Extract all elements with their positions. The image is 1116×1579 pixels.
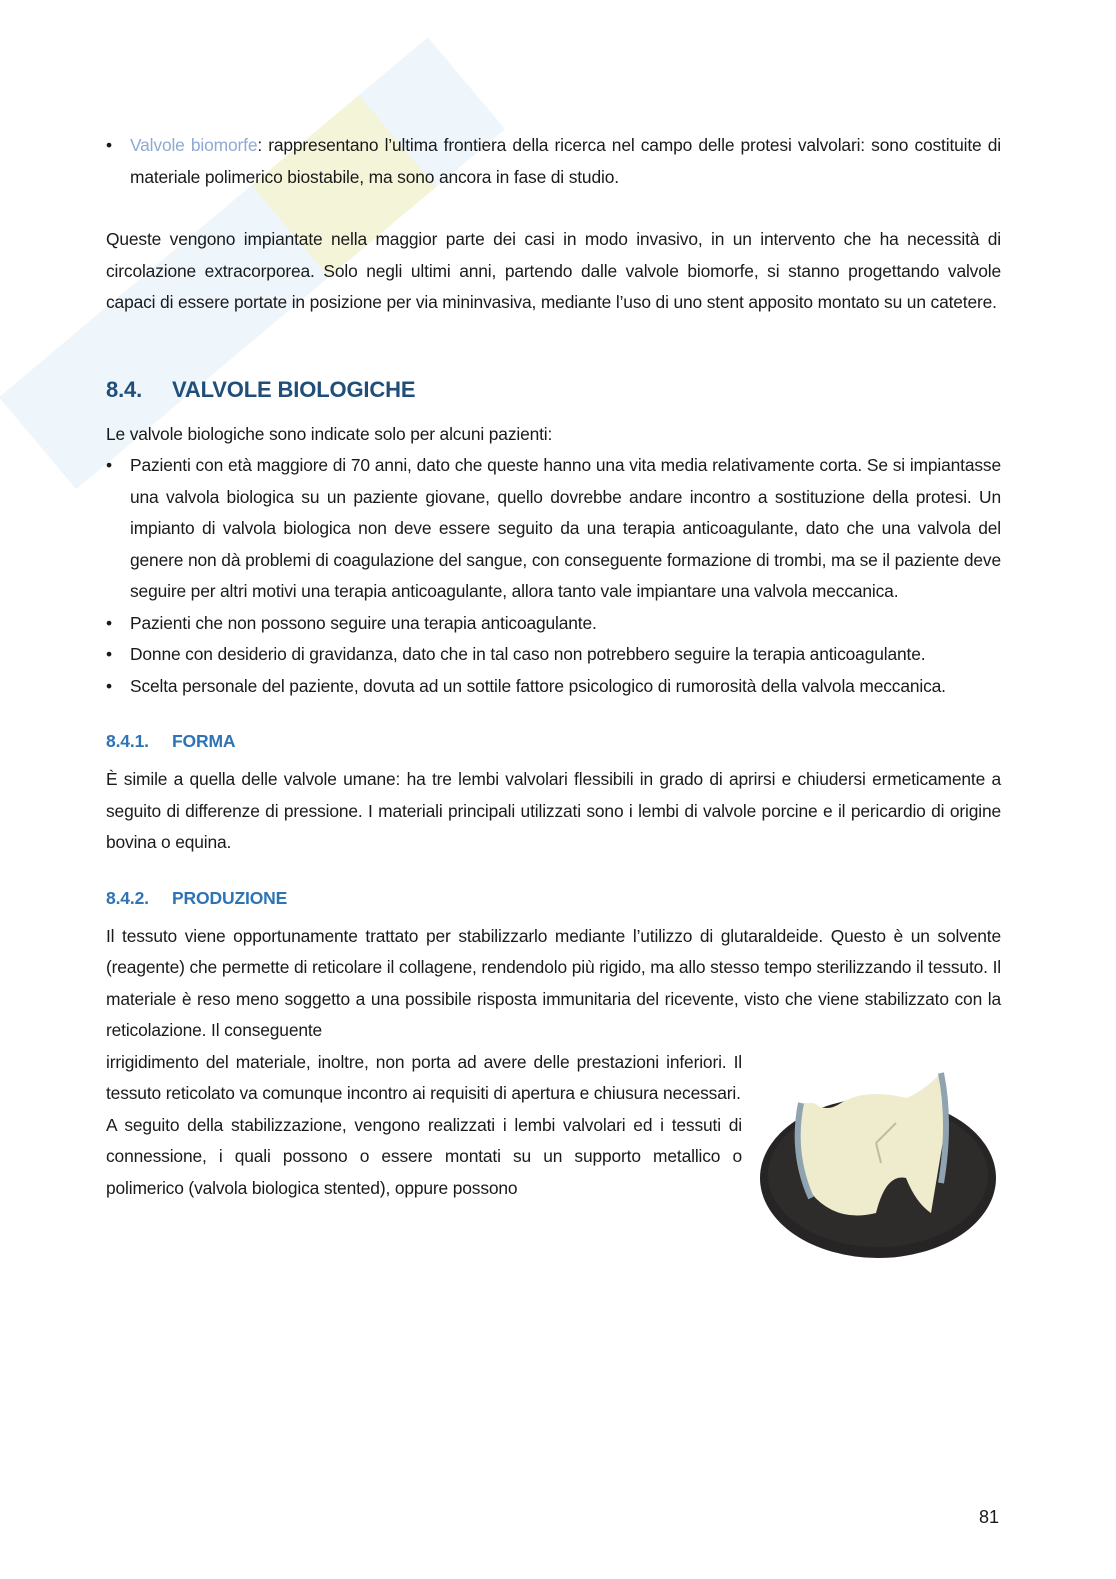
- list-item: • Scelta personale del paziente, dovuta ad un sottile fattore psicologico di rumorosità della valvola meccanica.: [106, 671, 1001, 703]
- intro-bullet-list: [106, 130, 1001, 193]
- produzione-paragraph-continued: [106, 1047, 1001, 1263]
- subsection-heading-forma: [106, 728, 1001, 754]
- page-number: 81: [979, 1507, 1000, 1527]
- produzione-paragraph: Il tessuto viene opportunamente trattato per stabilizzarlo mediante l’utilizzo di glutaraldeide. Questo è un solvente (reagente) che permette di reticolare il collagene, rendendolo più rigido, ma allo stesso tempo sterilizzando il tessuto. Il materiale è reso meno soggetto a una possibile risposta immunitaria del ricevente, visto che viene stabilizzato con la reticolazione. Il conseguente: [106, 925, 1001, 1040]
- list-item: [106, 130, 1001, 193]
- intro-paragraph: Queste vengono impiantate nella maggior parte dei casi in modo invasivo, in un intervento che ha necessità di circolazione extracorporea. Solo negli ultimi anni, partendo dalle valvole biomorfe, si stanno progettando valvole capaci di essere portate in posizione per via mininvasiva, mediante l’uso di uno stent apposito montato su un catetere.: [106, 229, 1001, 312]
- list-item: • Donne con desiderio di gravidanza, dato che in tal caso non potrebbero seguire la terapia anticoagulante.: [106, 639, 1001, 671]
- section-bullet-list: [106, 450, 1001, 702]
- subsection-heading-produzione: [106, 885, 1001, 911]
- section-number: 8.4.: [106, 376, 143, 402]
- section-heading: [106, 375, 1001, 405]
- subsection-title: PRODUZIONE: [172, 887, 288, 908]
- page-content: [106, 130, 1001, 1263]
- section-lead: Le valvole biologiche sono indicate solo per alcuni pazienti:: [106, 423, 553, 444]
- list-item: • Pazienti con età maggiore di 70 anni, dato che queste hanno una vita media relativamente corta. Se si impiantasse una valvola biologica su un paziente giovane, quello dovrebbe andare incontro a sostituzione della protesi. Un impianto di valvola biologica non deve essere seguito da una terapia anticoagulante, dato che una valvola del genere non dà problemi di coagulazione del sangue, con conseguente formazione di trombi, ma se il paziente deve seguire per altri motivi una terapia anticoagulante, allora tanto vale impiantare una valvola meccanica.: [106, 450, 1001, 608]
- produzione-text-narrow: irrigidimento del materiale, inoltre, non porta ad avere delle prestazioni inferiori. Il tessuto reticolato va comunque incontro ai requisiti di apertura e chiusura necessari.: [106, 1051, 742, 1103]
- section-title: VALVOLE BIOLOGICHE: [172, 376, 416, 402]
- subsection-title: FORMA: [172, 731, 236, 751]
- biological-valve-image: [756, 1063, 1001, 1263]
- term-link: Valvole biomorfe: [130, 135, 258, 155]
- subsection-number: 8.4.1.: [106, 731, 149, 751]
- bullet-text: : rappresentano l’ultima frontiera della ricerca nel campo delle protesi valvolari: sono costituite di materiale polimerico biostabile, ma sono ancora in fase di studio.: [130, 135, 1001, 187]
- subsection-number: 8.4.2.: [106, 887, 149, 908]
- produzione-text-narrow-2: A seguito della stabilizzazione, vengono realizzati i lembi valvolari ed i tessuti di connessione, i quali possono o essere montati su un supporto metallico o polimerico (valvola biologica stented), oppure possono: [106, 1114, 742, 1198]
- forma-paragraph: È simile a quella delle valvole umane: ha tre lembi valvolari flessibili in grado di aprirsi e chiudersi ermeticamente a seguito di differenze di pressione. I materiali principali utilizzati sono i lembi di valvole porcine e il pericardio di origine bovina o equina.: [106, 769, 1001, 852]
- list-item: • Pazienti che non possono seguire una terapia anticoagulante.: [106, 608, 1001, 640]
